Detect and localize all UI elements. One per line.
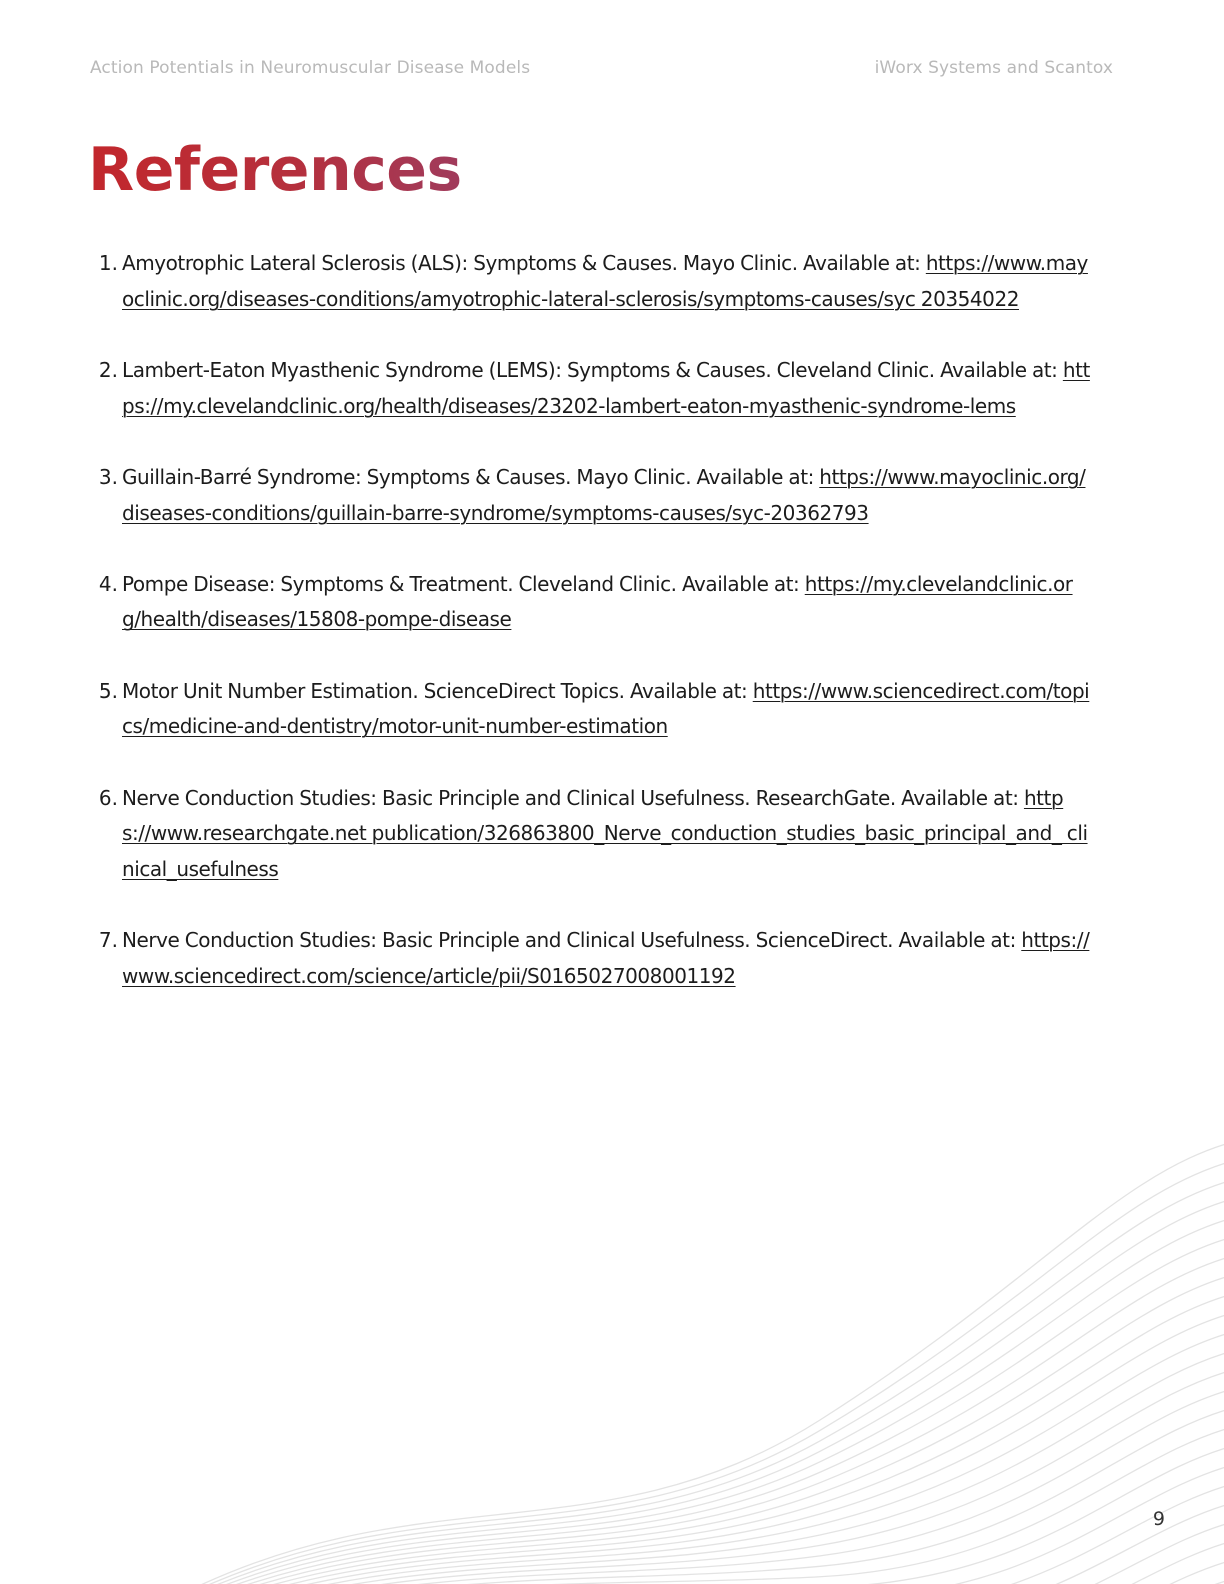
wave-line <box>170 1140 1224 1584</box>
reference-text: Lambert-Eaton Myasthenic Syndrome (LEMS): Symptoms & Causes. Cleveland Clinic. Available at: <box>122 357 1063 382</box>
header-document-title: Action Potentials in Neuromuscular Disease Models <box>90 58 531 78</box>
reference-item-7 <box>90 923 1090 994</box>
wave-line <box>170 1273 1224 1584</box>
wave-line <box>170 1330 1224 1584</box>
reference-number: 7. <box>98 928 118 953</box>
wave-line <box>170 1463 1224 1584</box>
reference-text: Guillain-Barré Syndrome: Symptoms & Causes. Mayo Clinic. Available at: <box>122 464 820 489</box>
reference-number: 1. <box>98 251 118 275</box>
reference-link[interactable]: https://www.sciencedirect.com/science/article/pii/S0165027008001192 <box>122 928 1090 988</box>
wave-line <box>170 1406 1224 1584</box>
reference-item-1 <box>90 246 1090 317</box>
reference-number: 3. <box>98 464 118 489</box>
reference-text: Motor Unit Number Estimation. ScienceDirect Topics. Available at: <box>122 678 753 703</box>
page-title: References <box>88 132 462 208</box>
reference-number: 2. <box>98 357 118 382</box>
reference-body <box>122 246 1090 317</box>
reference-link[interactable]: https://www.mayoclinic.org/diseases-conditions/guillain-barre-syndrome/symptoms-causes/syc-20362793 <box>122 464 1086 525</box>
reference-list <box>90 246 1090 1030</box>
wave-line <box>170 1159 1224 1584</box>
reference-link[interactable]: https://www.researchgate.net publication/326863800_Nerve_conduction_studies_basic_principal_and_ clinical_usefulness <box>122 785 1088 881</box>
reference-text: Pompe Disease: Symptoms & Treatment. Cleveland Clinic. Available at: <box>122 571 805 596</box>
reference-number: 5. <box>98 678 118 703</box>
reference-item-6 <box>90 781 1090 888</box>
reference-link[interactable]: https://my.clevelandclinic.org/health/diseases/23202-lambert-eaton-myasthenic-syndrome-lems <box>122 357 1090 418</box>
reference-body <box>122 353 1090 424</box>
reference-text: Nerve Conduction Studies: Basic Principle and Clinical Usefulness. ResearchGate. Available at: <box>122 785 1024 810</box>
reference-item-5 <box>90 674 1090 745</box>
header-organization: iWorx Systems and Scantox <box>874 58 1113 78</box>
wave-line <box>170 1216 1224 1584</box>
page-number: 9 <box>1152 1508 1165 1530</box>
reference-text: Amyotrophic Lateral Sclerosis (ALS): Symptoms & Causes. Mayo Clinic. Available at: <box>122 251 926 275</box>
reference-body <box>122 781 1090 888</box>
reference-item-4 <box>90 567 1090 638</box>
reference-item-2 <box>90 353 1090 424</box>
reference-body <box>122 460 1090 531</box>
reference-body <box>122 674 1090 745</box>
wave-line <box>170 1349 1224 1584</box>
reference-link[interactable]: https://www.mayoclinic.org/diseases-conditions/amyotrophic-lateral-sclerosis/symptoms-causes/syc 20354022 <box>122 251 1088 311</box>
reference-number: 6. <box>98 785 118 810</box>
reference-link[interactable]: https://my.clevelandclinic.org/health/diseases/15808-pompe-disease <box>122 571 1073 632</box>
reference-body <box>122 567 1090 638</box>
wave-line <box>170 1235 1224 1584</box>
reference-link[interactable]: https://www.sciencedirect.com/topics/medicine-and-dentistry/motor-unit-number-estimation <box>122 678 1090 739</box>
reference-text: Nerve Conduction Studies: Basic Principle and Clinical Usefulness. ScienceDirect. Available at: <box>122 928 1022 953</box>
wave-line <box>170 1311 1224 1584</box>
running-header <box>90 58 1113 82</box>
reference-number: 4. <box>98 571 118 596</box>
reference-body <box>122 923 1090 994</box>
reference-item-3 <box>90 460 1090 531</box>
wave-line <box>170 1178 1224 1584</box>
